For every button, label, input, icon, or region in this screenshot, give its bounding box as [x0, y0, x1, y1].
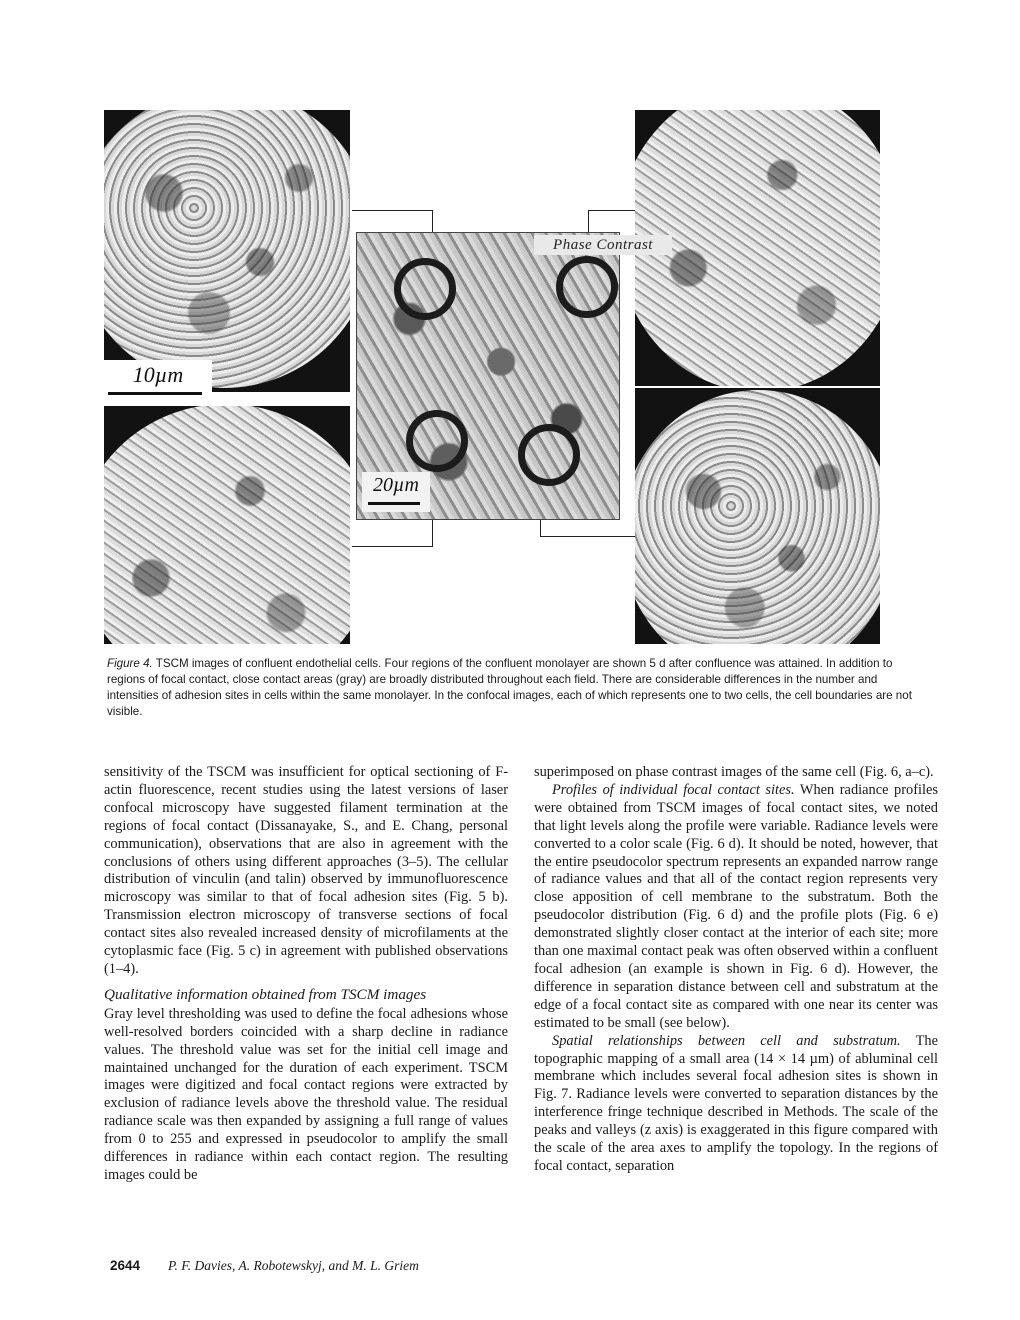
- left-paragraph-1: sensitivity of the TSCM was insufficient for optical sectioning of F-actin fluorescence, recent studies using the latest versions of laser confocal microscopy have suggested filament termination at the regions of focal contact (Dissanayake, S., and E. Chang, personal communication), observations that are also in agreement with the conclusions of others using different approaches (3–5). The cellular distribution of vinculin (and talin) observed by immunofluorescence microscopy was similar to that of focal adhesion sites (Fig. 5 b). Transmission electron microscopy of transverse sections of focal contact sites also revealed increased density of microfilaments at the cytoplasmic face (Fig. 5 c) in agreement with published observations (1–4).: [104, 764, 508, 977]
- region-circle-top-right: [556, 256, 618, 318]
- confocal-image-bottom-left: [104, 406, 350, 644]
- right-paragraph-3-text: The topographic mapping of a small area (14 × 14 µm) of abluminal cell membrane which includes several focal adhesion sites is shown in Fig. 7. Radiance levels were converted to separation distances by the interference fringe technique described in Methods. The scale of the peaks and valleys (z axis) is exaggerated in this figure compared with the scale of the area axes to amplify the topology. In the regions of focal contact, separation: [534, 1032, 938, 1174]
- scale-label-10um: 10µm: [132, 362, 184, 387]
- section-subheading: Qualitative information obtained from TSCM images: [104, 985, 427, 1003]
- runin-heading-spatial: Spatial relationships between cell and substratum.: [552, 1032, 901, 1049]
- caption-text: TSCM images of confluent endothelial cells. Four regions of the confluent monolayer are shown 5 d after confluence was attained. In addition to regions of focal contact, close contact areas (gray) are broadly distributed throughout each field. There are considerable differences in the number and intensities of adhesion sites in cells within the same monolayer. In the confocal images, each of which represents one to two cells, the cell boundaries are not visible.: [107, 657, 912, 718]
- scale-bar-20um: [362, 472, 430, 512]
- figure-caption: [107, 656, 929, 720]
- scale-label-20um: 20µm: [373, 474, 419, 496]
- left-paragraph-2: Gray level thresholding was used to define the focal adhesions whose well-resolved borders coincided with a sharp decline in radiance values. The threshold value was set for the initial cell image and maintained unchanged for the duration of each experiment. TSCM images were digitized and focal contact regions were extracted by exclusion of radiance levels above the threshold value. The residual radiance scale was then expanded by assigning a full range of values from 0 to 255 and expressed in pseudocolor to amplify the small differences in radiance within each contact region. The resulting images could be: [104, 1005, 508, 1183]
- right-paragraph-3: [534, 1033, 938, 1176]
- scale-bar-10um: [104, 360, 212, 406]
- phase-contrast-label: Phase Contrast: [534, 235, 672, 255]
- right-paragraph-1: superimposed on phase contrast images of the same cell (Fig. 6, a–c).: [534, 764, 934, 780]
- left-column: [104, 764, 508, 1185]
- figure-4: [104, 110, 880, 644]
- confocal-image-top-left: [104, 110, 350, 392]
- runin-heading-profiles: Profiles of individual focal contact sites.: [552, 781, 795, 798]
- region-circle-bottom-right: [518, 424, 580, 486]
- page-footer: [110, 1258, 419, 1274]
- caption-label: Figure 4.: [107, 657, 153, 670]
- region-circle-bottom-left: [406, 410, 468, 472]
- page-number: 2644: [110, 1258, 141, 1273]
- right-column: [534, 764, 938, 1176]
- region-circle-top-left: [394, 258, 456, 320]
- right-paragraph-2-text: When radiance profiles were obtained from TSCM images of focal contact sites, we noted that light levels along the profile were variable. Radiance levels were converted to a color scale (Fig. 6 d). It should be noted, however, that the entire pseudocolor spectrum represents an expanded narrow range of radiance values and that all of the contact region represents very close apposition of cell membrane to the substratum. Both the pseudocolor distribution (Fig. 6 d) and the profile plots (Fig. 6 e) demonstrated slightly closer contact at the interior of each site; more than one maximal contact peak was often observed within a confluent focal adhesion (an example is shown in Fig. 6 d). However, the difference in separation distance between cell and substratum at the edge of a focal contact site as compared with one near its center was estimated to be small (see below).: [534, 781, 938, 1031]
- footer-authors: P. F. Davies, A. Robotewskyj, and M. L. Griem: [168, 1258, 419, 1273]
- right-paragraph-2: [534, 782, 938, 1033]
- confocal-image-bottom-right: [635, 388, 880, 644]
